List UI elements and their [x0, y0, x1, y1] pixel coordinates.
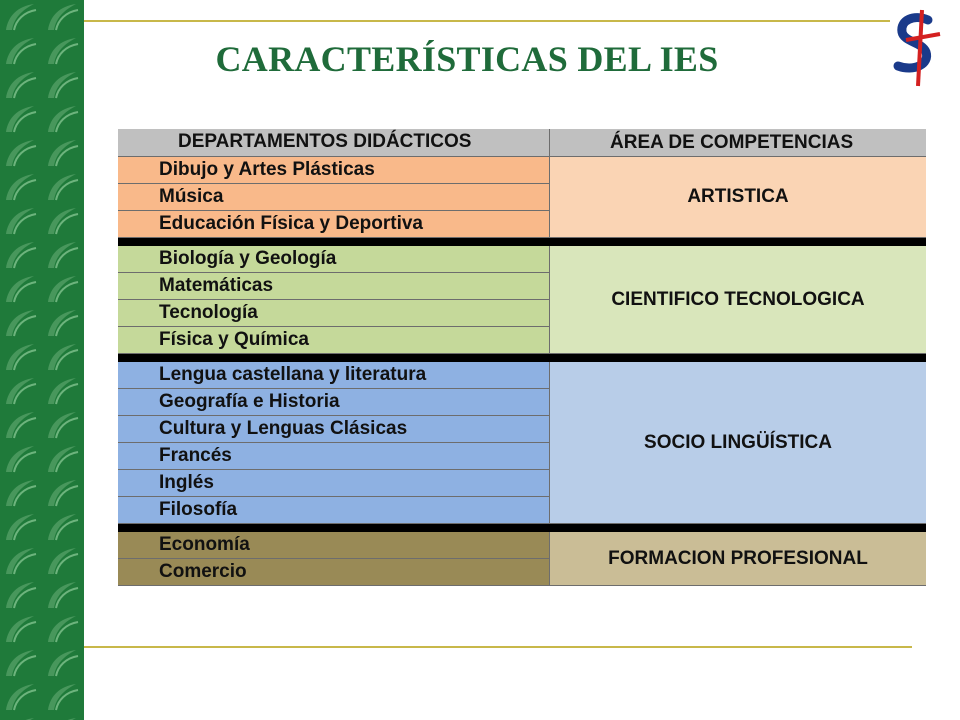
- slide-title: CARACTERÍSTICAS DEL IES: [215, 39, 719, 79]
- competencies-table: [118, 129, 926, 580]
- department-cell: Filosofía: [118, 497, 550, 524]
- department-cell: Matemáticas: [118, 273, 550, 300]
- institution-logo-icon: [888, 6, 948, 90]
- department-cell: Educación Física y Deportiva: [118, 211, 550, 238]
- department-cell: Geografía e Historia: [118, 389, 550, 416]
- department-cell: Economía: [118, 532, 550, 559]
- department-cell: Biología y Geología: [118, 246, 550, 273]
- decorative-sidebar: [0, 0, 84, 720]
- group-separator: [118, 524, 926, 532]
- area-cell: CIENTIFICO TECNOLOGICA: [550, 246, 926, 354]
- department-cell: Música: [118, 184, 550, 211]
- bottom-rule: [84, 646, 912, 648]
- department-cell: Dibujo y Artes Plásticas: [118, 157, 550, 184]
- area-cell: FORMACION PROFESIONAL: [550, 532, 926, 586]
- area-cell: ARTISTICA: [550, 157, 926, 238]
- area-cell: SOCIO LINGÜÍSTICA: [550, 362, 926, 524]
- department-cell: Tecnología: [118, 300, 550, 327]
- junta-pattern-icon: [0, 0, 84, 720]
- header-area: ÁREA DE COMPETENCIAS: [550, 129, 926, 157]
- group-separator: [118, 238, 926, 246]
- department-cell: Física y Química: [118, 327, 550, 354]
- header-departments: DEPARTAMENTOS DIDÁCTICOS: [118, 129, 550, 157]
- department-cell: Cultura y Lenguas Clásicas: [118, 416, 550, 443]
- department-cell: Comercio: [118, 559, 550, 586]
- department-cell: Lengua castellana y literatura: [118, 362, 550, 389]
- top-rule: [84, 20, 890, 22]
- department-cell: Inglés: [118, 470, 550, 497]
- group-separator: [118, 354, 926, 362]
- department-cell: Francés: [118, 443, 550, 470]
